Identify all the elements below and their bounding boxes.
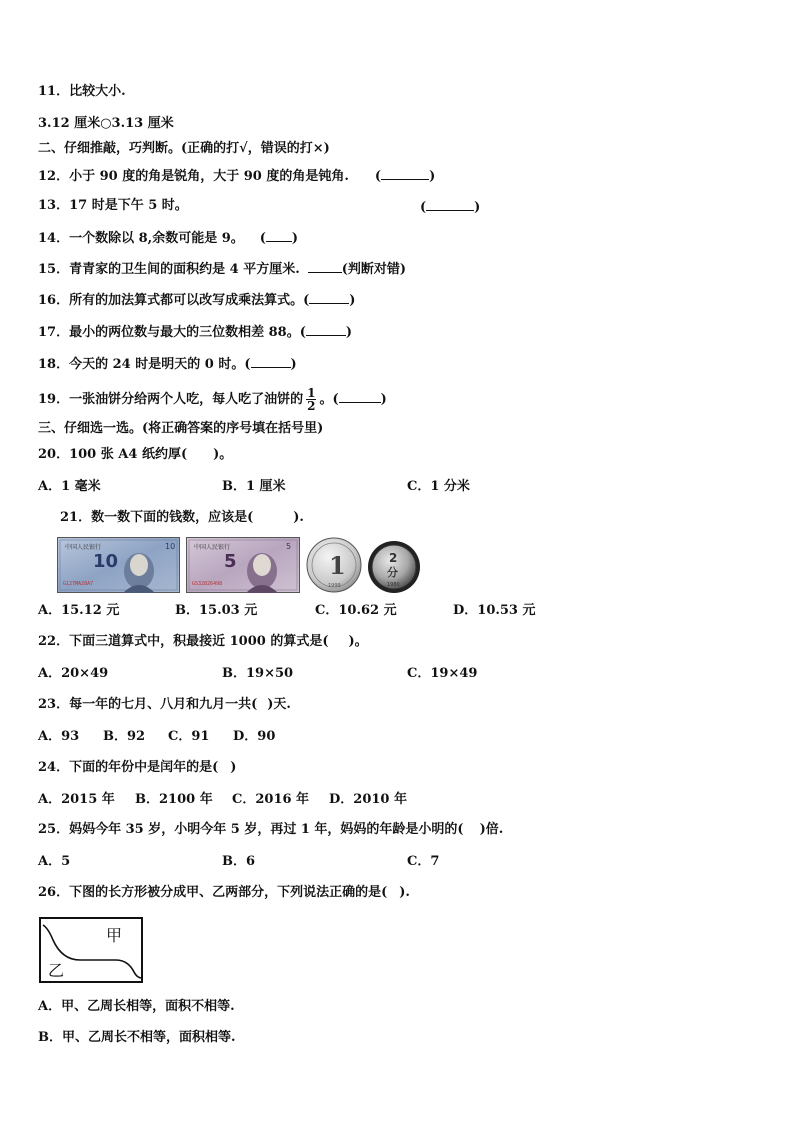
question-16: 16．所有的加法算式都可以改写成乘法算式。( ) [38,293,356,308]
option-d[interactable]: D．2010 年 [329,792,407,807]
question-25: 25．妈妈今年 35 岁，小明今年 5 岁，再过 1 年，妈妈的年龄是小明的( )倍. [38,822,504,837]
question-14: 14．一个数除以 8,余数可能是 9。 ( ) [38,231,299,246]
question-24: 24．下面的年份中是闰年的是( ) [38,760,237,775]
option-c[interactable]: C．19×49 [407,666,478,681]
section-3-title: 三、仔细选一选。(将正确答案的序号填在括号里) [38,421,324,436]
one-yuan-coin-value: 1 [329,551,346,580]
question-17: 17．最小的两位数与最大的三位数相差 88。( ) [38,325,353,340]
option-a[interactable]: A．2015 年 [38,792,115,807]
option-a[interactable]: A．15.12 元 [38,603,120,618]
one-yuan-coin-image [306,537,362,593]
answer-blank[interactable] [251,355,291,368]
question-22: 22．下面三道算式中，积最接近 1000 的算式是( )。 [38,634,368,649]
answer-blank[interactable] [308,260,342,273]
fraction: $\frac{1}{2}$ [307,386,316,413]
rectangle-figure [38,916,144,984]
option-a[interactable]: A．5 [38,854,71,869]
option-b[interactable]: B．92 [103,729,146,744]
option-c[interactable]: C．1 分米 [407,479,470,494]
svg-text:中国人民银行: 中国人民银行 [194,544,231,551]
option-d[interactable]: D．10.53 元 [453,603,536,618]
option-a[interactable]: A．1 毫米 [38,479,101,494]
answer-blank[interactable] [381,167,429,180]
option-a[interactable]: A．20×49 [38,666,109,681]
option-b[interactable]: B．甲、乙周长不相等，面积相等. [38,1030,236,1045]
five-yuan-banknote-image [186,537,300,593]
question-19: 19．一张油饼分给两个人吃，每人吃了油饼的 $\frac{1}{2}$ 。( ) [38,386,387,413]
svg-text:G127MA28A7: G127MA28A7 [63,581,94,587]
section-2-title: 二、仔细推敲，巧判断。(正确的打√，错误的打×) [38,141,330,156]
option-a[interactable]: A．甲、乙周长相等，面积不相等. [38,999,235,1014]
ten-yuan-denomination: 10 [93,551,119,572]
five-yuan-denomination: 5 [224,551,237,572]
label-jia: 甲 [106,926,123,945]
question-23: 23．每一年的七月、八月和九月一共( )天. [38,697,291,712]
option-b[interactable]: B．6 [222,854,256,869]
question-number: 11． [38,84,70,99]
svg-text:GS32826498: GS32826498 [192,581,223,587]
option-c[interactable]: C．7 [407,854,440,869]
question-20: 20．100 张 A4 纸约厚( )。 [38,447,233,462]
question-13: 13．17 时是下午 5 时。 [38,198,188,213]
question-11 [38,84,126,100]
two-fen-coin-image [367,540,421,594]
question-text: 比较大小. [69,84,126,99]
label-yi: 乙 [48,961,65,980]
question-18: 18．今天的 24 时是明天的 0 时。( ) [38,357,297,372]
option-d[interactable]: D．90 [233,729,276,744]
answer-blank[interactable] [266,229,292,242]
option-b[interactable]: B．1 厘米 [222,479,286,494]
option-b[interactable]: B．19×50 [222,666,294,681]
question-15: 15．青青家的卫生间的面积约是 4 平方厘米. (判断对错) [38,262,407,277]
two-fen-coin-value: 2 [389,551,398,565]
svg-text:5: 5 [286,542,292,551]
option-c[interactable]: C．2016 年 [232,792,310,807]
svg-text:10: 10 [165,542,176,551]
answer-blank[interactable] [309,291,349,304]
ten-yuan-banknote-image [57,537,180,593]
option-a[interactable]: A．93 [38,729,80,744]
question-26: 26．下图的长方形被分成甲、乙两部分，下列说法正确的是( ). [38,885,410,900]
question-12: 12．小于 90 度的角是锐角，大于 90 度的角是钝角. ( ) [38,169,436,184]
question-11-compare: 3.12 厘米○3.13 厘米 [38,116,174,131]
option-b[interactable]: B．2100 年 [135,792,213,807]
answer-blank[interactable] [306,323,346,336]
option-b[interactable]: B．15.03 元 [175,603,258,618]
svg-text:中国人民银行: 中国人民银行 [65,544,102,551]
option-c[interactable]: C．10.62 元 [315,603,397,618]
svg-text:分: 分 [387,566,398,579]
question-21: 21．数一数下面的钱数，应该是( ). [60,510,304,525]
question-13-answer: ( ) [420,200,481,215]
svg-text:1999: 1999 [328,583,341,589]
option-c[interactable]: C．91 [168,729,210,744]
answer-blank[interactable] [426,198,474,211]
answer-blank[interactable] [339,390,381,403]
svg-text:1980: 1980 [387,582,400,588]
